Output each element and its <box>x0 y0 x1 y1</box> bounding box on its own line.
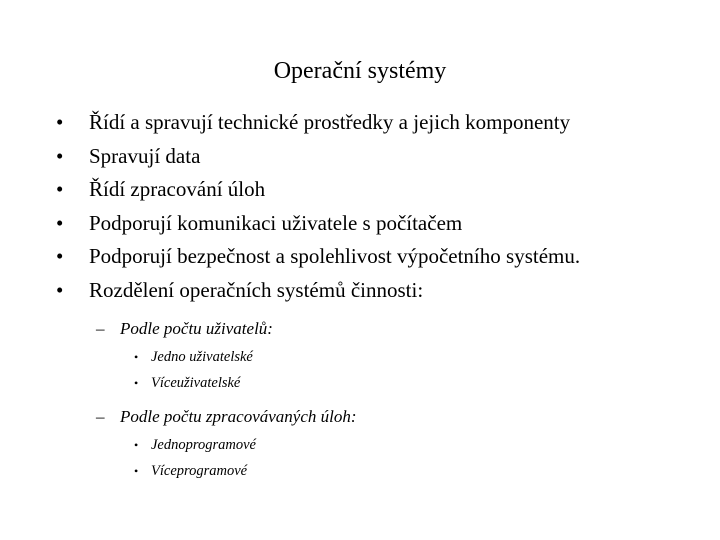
bullet-icon: • <box>56 277 64 302</box>
bullet-item <box>56 207 716 241</box>
small-bullet-icon: • <box>134 349 139 364</box>
sub-sub-bullet-item <box>56 458 716 484</box>
bullet-icon: • <box>56 143 64 168</box>
bullet-text: Spravují data <box>89 143 201 168</box>
small-bullet-icon: • <box>134 463 139 478</box>
slide-title: Operační systémy <box>273 58 447 84</box>
small-bullet-icon: • <box>134 437 139 452</box>
sub-sub-bullet-item <box>56 344 716 370</box>
sub-sub-bullet-text: Víceprogramové <box>151 462 248 479</box>
sub-sub-bullet-item <box>56 370 716 396</box>
sub-bullet-item <box>56 402 716 432</box>
bullet-list <box>56 106 716 484</box>
small-bullet-icon: • <box>134 375 139 390</box>
bullet-text: Podporují bezpečnost a spolehlivost výpočetního systému. <box>89 244 581 269</box>
bullet-icon: • <box>56 177 64 202</box>
dash-icon: – <box>96 406 105 426</box>
bullet-icon: • <box>56 210 64 235</box>
bullet-text: Podporují komunikaci uživatele s počítačem <box>89 210 463 235</box>
bullet-item <box>56 106 716 140</box>
sub-sub-bullet-text: Jedno uživatelské <box>151 348 253 365</box>
bullet-text: Řídí a spravují technické prostředky a jejich komponenty <box>89 110 571 134</box>
bullet-icon: • <box>56 244 64 269</box>
sub-bullet-item <box>56 314 716 344</box>
bullet-item <box>56 140 716 174</box>
dash-icon: – <box>96 318 105 338</box>
bullet-text: Řídí zpracování úloh <box>89 177 266 202</box>
bullet-item <box>56 240 716 274</box>
bullet-icon: • <box>56 110 64 134</box>
bullet-item <box>56 173 716 207</box>
sub-sub-bullet-text: Víceuživatelské <box>151 374 241 391</box>
sub-bullet-text: Podle počtu zpracovávaných úloh: <box>120 406 357 426</box>
sub-bullet-text: Podle počtu uživatelů: <box>120 318 273 338</box>
sub-sub-bullet-item <box>56 432 716 458</box>
bullet-item <box>56 274 716 308</box>
sub-sub-bullet-text: Jednoprogramové <box>151 436 256 453</box>
bullet-text: Rozdělení operačních systémů činnosti: <box>89 277 424 302</box>
